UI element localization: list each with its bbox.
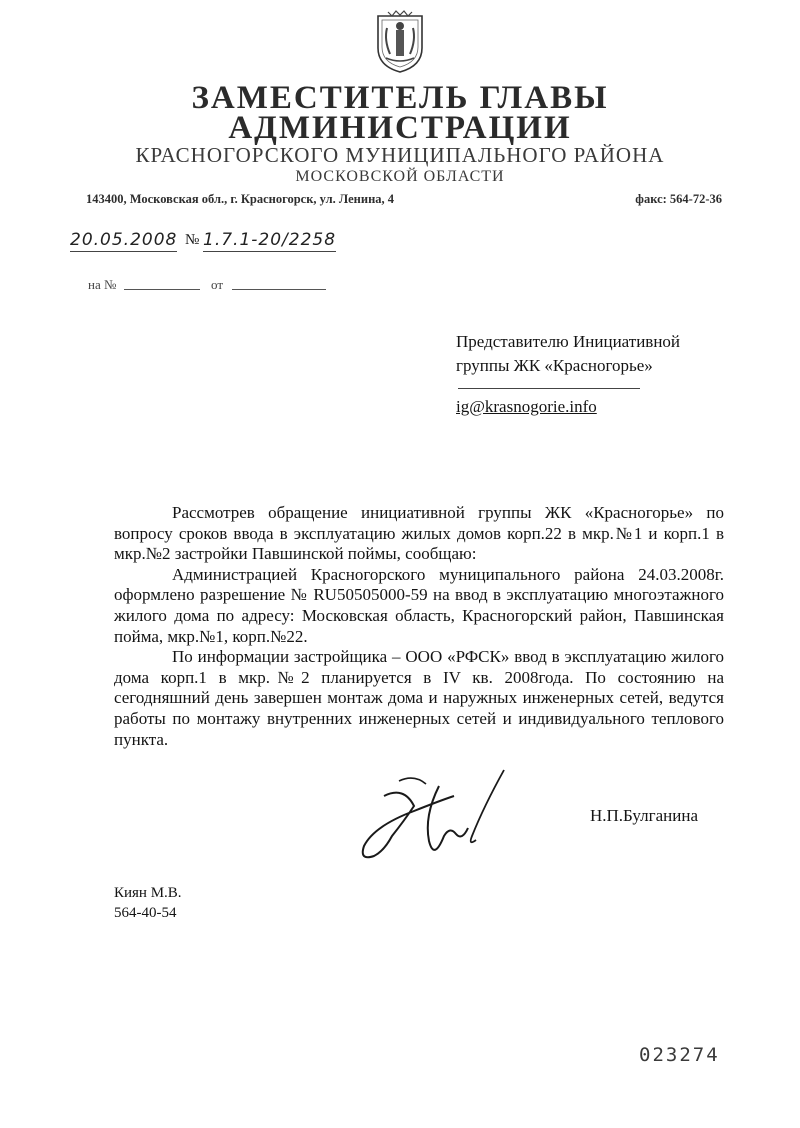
addressee-divider bbox=[458, 388, 640, 389]
header-title-line4: МОСКОВСКОЙ ОБЛАСТИ bbox=[295, 168, 505, 185]
header-title-line3: КРАСНОГОРСКОГО МУНИЦИПАЛЬНОГО РАЙОНА bbox=[135, 143, 665, 167]
addressee-line2: группы ЖК «Красногорье» bbox=[456, 356, 653, 375]
signer-name: Н.П.Булганина bbox=[590, 806, 698, 825]
handwritten-signature bbox=[344, 766, 514, 876]
addressee-email: ig@krasnogorie.info bbox=[456, 397, 597, 416]
letterhead-fax: факс: 564-72-36 bbox=[635, 192, 722, 206]
coat-of-arms-icon bbox=[374, 10, 426, 74]
body-paragraph-3: По информации застройщика – ООО «РФСК» ввод в эксплуатацию жилого дома корп.1 в мкр.№2 планируется в IV кв. 2008года. По состоянию на сегодняшний день завершен монтаж дома и наружных инженерных сетей, ведутся работы по монтажу внутренних инженерных сетей и индивидуального теплового пункта. bbox=[114, 647, 724, 749]
executor-phone: 564-40-54 bbox=[114, 905, 177, 921]
executor-name: Киян М.В. bbox=[114, 885, 182, 901]
body-paragraph-2: Администрацией Красногорского муниципального района 24.03.2008г. оформлено разрешение № RU50505000-59 на ввод в эксплуатацию многоэтажного жилого дома по адресу: Московская область, Красногорский район, Павшинская пойма, мкр.№1, корп.№22. bbox=[114, 564, 724, 646]
header-title-line2: АДМИНИСТРАЦИИ bbox=[228, 110, 572, 146]
body-paragraph-1: Рассмотрев обращение инициативной группы ЖК «Красногорье» по вопросу сроков ввода в эксплуатацию жилых домов корп.22 в мкр.№1 и корп.1 в мкр.№2 застройки Павшинской поймы, сообщаю: bbox=[114, 503, 724, 564]
header-title-line1: ЗАМЕСТИТЕЛЬ ГЛАВЫ bbox=[191, 80, 609, 116]
outgoing-number: 1.7.1-20/2258 bbox=[203, 230, 337, 250]
letterhead-address: 143400, Московская обл., г. Красногорск, ул. Ленина, 4 bbox=[86, 192, 395, 206]
incoming-number-label: на № bbox=[88, 277, 117, 292]
letter-body bbox=[114, 503, 724, 750]
outgoing-date: 20.05.2008 bbox=[70, 230, 178, 250]
incoming-date-blank bbox=[232, 289, 326, 290]
addressee-line1: Представителю Инициативной bbox=[456, 332, 681, 351]
incoming-number-blank bbox=[124, 289, 200, 290]
serial-number: 023274 bbox=[639, 1044, 720, 1066]
incoming-date-label: от bbox=[211, 277, 224, 292]
number-sign: № bbox=[185, 232, 200, 248]
